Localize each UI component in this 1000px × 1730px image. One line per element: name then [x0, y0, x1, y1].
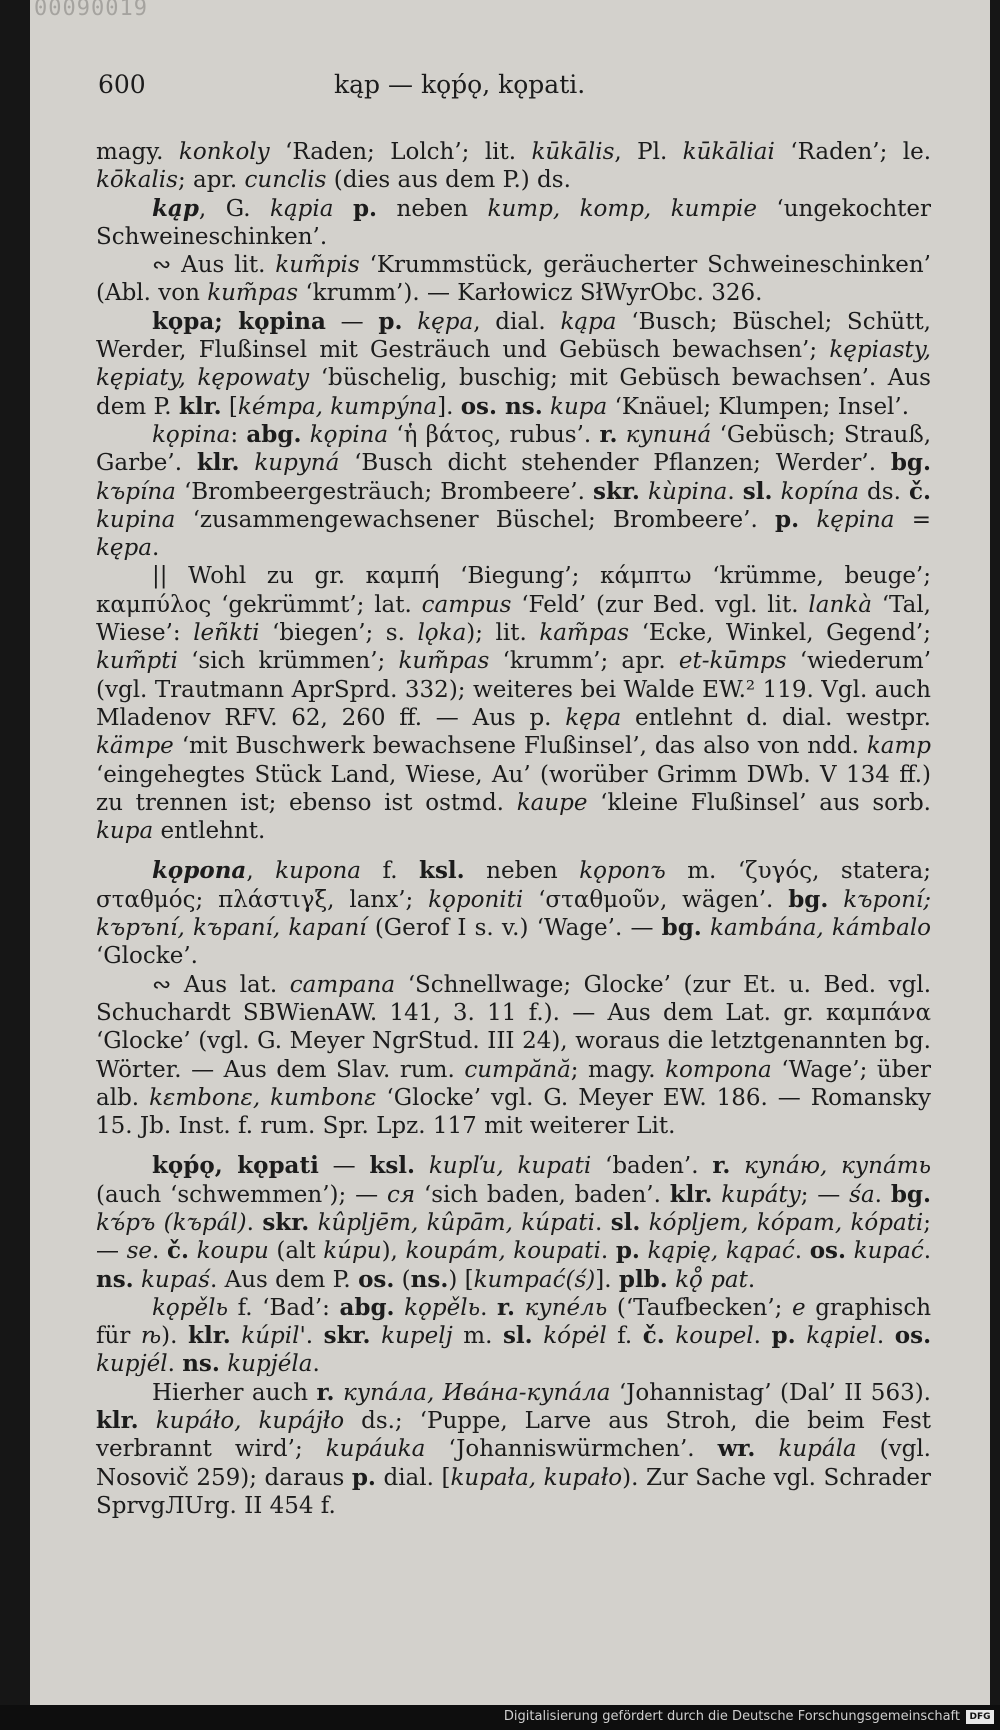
bold-term: klr.	[188, 1322, 231, 1350]
italic-word: kópėl	[543, 1323, 607, 1350]
text-run: , G.	[198, 195, 271, 222]
italic-word: campana	[289, 971, 396, 998]
text-run	[640, 1238, 648, 1264]
text-run	[371, 1323, 382, 1349]
bold-term: č.	[166, 1237, 189, 1265]
text-run: ); lit.	[466, 620, 540, 647]
italic-word: kupaś	[141, 1266, 210, 1293]
text-run: (alt	[268, 1238, 324, 1265]
entry-paragraph	[96, 1294, 931, 1379]
text-run: ‘eingehegtes Stück Land, Wiese, Au’ (worüber Grimm DWb. V 134 ff.) zu trennen ist; ebenso ist ostmd.	[96, 761, 931, 816]
bold-term: klr.	[96, 1407, 139, 1435]
italic-word: kumpać(ś)	[473, 1266, 596, 1293]
italic-word: kōkalis	[96, 167, 178, 194]
italic-word: cumpănă	[464, 1056, 571, 1083]
text-run: f.	[361, 858, 420, 885]
text-run: ‘σταθμοῦν, wägen’.	[523, 886, 789, 913]
italic-word: купина́	[625, 421, 712, 448]
italic-word: купа́ла, Ива́на-купа́ла	[342, 1379, 611, 1406]
bold-term: plb.	[618, 1265, 668, 1293]
text-run	[799, 507, 816, 533]
text-run: entlehnt.	[153, 818, 266, 845]
bold-term: kǫpa; kǫpina	[152, 307, 326, 335]
bold-term: klr.	[196, 449, 240, 477]
entry-paragraph	[96, 251, 931, 308]
italic-word: kupała, kupało	[450, 1464, 623, 1491]
entry-paragraph	[96, 195, 931, 252]
italic-word: kupina	[96, 506, 176, 533]
text-run: ‘Feld’ (zur Bed. vgl. lit.	[511, 591, 809, 618]
text-run	[665, 1323, 676, 1349]
text-run	[712, 1182, 721, 1208]
bold-term: bg.	[788, 885, 829, 913]
text-run: neben	[377, 195, 488, 222]
bold-term: ns.	[96, 1265, 134, 1293]
italic-word: kǫpina	[152, 421, 231, 448]
text-run: ‘Busch; Büschel; Schütt, Werder, Flußinsel mit Gesträuch und Gebüsch bewachsen’;	[96, 308, 931, 364]
page-body	[96, 138, 931, 1520]
bold-term: wr.	[717, 1435, 756, 1463]
text-run: =	[894, 506, 931, 533]
text-run: .	[312, 1351, 320, 1378]
bold-term: r.	[599, 420, 618, 448]
text-run	[333, 196, 352, 222]
italic-word: kupáty	[721, 1181, 801, 1208]
text-run: ‘Tal, Wiese’:	[96, 591, 931, 647]
text-run: ‘krumm’; apr.	[489, 648, 679, 675]
text-run: neben	[464, 858, 580, 885]
italic-word: konkoly	[178, 139, 270, 165]
text-run: ‘Knäuel; Klumpen; Insel’.	[607, 393, 910, 420]
italic-word: kąpiel	[806, 1323, 877, 1350]
text-run	[846, 1238, 854, 1264]
text-run: .	[727, 478, 743, 505]
bold-term: p.	[378, 307, 403, 335]
italic-word: kúpu	[323, 1238, 382, 1265]
italic-word: koupel	[675, 1323, 754, 1350]
text-run: :	[230, 421, 247, 448]
italic-word: kambána, kámbalo	[710, 915, 932, 942]
italic-word: kъ́pъ (kъpál)	[96, 1209, 247, 1236]
text-run: (Gerof I s. v.) ‘Wage’. —	[366, 915, 662, 942]
entry-paragraph	[96, 138, 931, 195]
italic-word: campus	[421, 591, 512, 618]
italic-word: kump, komp, kumpie	[487, 195, 757, 222]
text-run: ‘ἡ βάτος, rubus’.	[388, 421, 600, 448]
text-run	[231, 1323, 242, 1349]
text-run: ; —	[96, 1209, 932, 1265]
text-run: ‘zusammengewachsener Büschel; Brombeere’.	[175, 506, 775, 533]
text-run: , Pl.	[614, 139, 683, 165]
text-run: ].	[437, 393, 461, 420]
text-run: ‘Glocke’.	[96, 943, 198, 970]
text-run: .	[874, 1181, 891, 1208]
bold-term: ksl.	[369, 1152, 416, 1180]
text-run: f.	[606, 1323, 643, 1350]
italic-word: kupjél	[96, 1351, 168, 1378]
italic-word: kompona	[665, 1056, 772, 1083]
entry-paragraph	[96, 421, 931, 562]
italic-word: śa	[849, 1181, 875, 1208]
bold-term: p.	[615, 1237, 640, 1265]
italic-word: kupáuka	[325, 1436, 426, 1463]
text-run	[796, 1323, 807, 1349]
text-run: ),	[381, 1238, 406, 1265]
italic-word: ѣ	[140, 1323, 162, 1350]
italic-word: kam̃pas	[539, 620, 630, 647]
text-run: ds.; ‘Puppe, Larve aus Stroh, die beim Fest verbrannt wird’;	[96, 1408, 932, 1463]
bold-term: skr.	[593, 477, 640, 505]
text-run: ; magy.	[570, 1056, 666, 1083]
text-run: —	[318, 1153, 370, 1180]
text-run: ) [	[448, 1266, 474, 1293]
text-run	[402, 309, 417, 335]
italic-word: kópljem, kópam, kópati	[648, 1209, 924, 1236]
text-run: || Wohl zu gr. καμπή ‘Biegung’; κάμπτω ‘krümme, beuge’; καμπύλος ‘gekrümmt’; lat.	[96, 563, 931, 618]
text-run: .	[876, 1323, 895, 1350]
book-page	[30, 0, 990, 1730]
italic-word: купа́ю, купа́ть	[744, 1153, 932, 1180]
entry-paragraph	[96, 857, 931, 970]
italic-word: kûpljēm, kûpām, kúpati	[317, 1209, 596, 1236]
bold-term: ns.	[410, 1265, 449, 1293]
bold-term: kąp	[152, 194, 199, 222]
text-run	[772, 479, 780, 505]
text-run	[640, 1210, 648, 1236]
italic-word: kǫponiti	[428, 886, 524, 913]
italic-word: ся	[386, 1181, 416, 1208]
italic-word: cunclis	[244, 167, 327, 194]
italic-word: koupám, koupati	[405, 1238, 601, 1265]
text-run	[702, 915, 710, 941]
italic-word: lǫka	[417, 620, 467, 647]
bold-term: r.	[497, 1293, 516, 1321]
italic-word: kǫponъ	[579, 858, 666, 885]
italic-word: kum̃pti	[96, 648, 178, 675]
text-run	[415, 1153, 429, 1179]
text-run	[189, 1238, 197, 1264]
italic-word: kamp	[866, 733, 931, 760]
text-run: .	[923, 1238, 932, 1265]
text-run: graphisch für	[96, 1294, 932, 1350]
text-run: ; —	[800, 1181, 850, 1208]
entry-paragraph	[96, 971, 931, 1141]
dfg-logo: DFG	[966, 1710, 994, 1724]
page-number: 600	[98, 70, 146, 99]
bold-term: abg.	[339, 1293, 395, 1321]
bold-term: r.	[712, 1152, 731, 1180]
text-run	[640, 479, 648, 505]
text-run: m. ‘ζυγός, statera; σταθμός; πλάστιγξ, lanx’;	[96, 858, 931, 913]
running-header	[98, 70, 688, 110]
text-run: entlehnt d. dial. westpr.	[621, 704, 931, 731]
italic-word: купе́ль	[524, 1294, 608, 1321]
text-run: .	[480, 1294, 498, 1321]
italic-word: koupu	[196, 1238, 269, 1265]
bold-term: os. ns.	[460, 392, 543, 420]
text-run	[828, 887, 843, 913]
italic-word: et-kūmps	[678, 648, 787, 675]
text-run: ‘Gebüsch; Strauß, Garbe’.	[96, 421, 932, 477]
italic-word: kupála	[778, 1436, 857, 1463]
italic-word: kum̃pas	[207, 280, 299, 307]
text-run: ‘kleine Flußinsel’ aus sorb.	[587, 789, 931, 816]
text-run: [	[221, 393, 238, 420]
bold-term: sl.	[502, 1322, 533, 1350]
text-run: .	[167, 1351, 183, 1378]
text-run: . Aus dem P.	[210, 1266, 359, 1293]
italic-word: kępa	[565, 704, 622, 731]
italic-word: kąpię, kąpać	[647, 1238, 795, 1265]
text-run: f. ‘Bad’:	[228, 1294, 340, 1321]
text-run: .	[753, 1323, 772, 1350]
text-run: ‘Krummstück, geräucherter Schweineschinken’ (Abl. von	[96, 252, 931, 307]
entry-paragraph	[96, 1152, 931, 1293]
text-run: ; apr.	[177, 167, 245, 194]
text-run: .	[246, 1209, 263, 1236]
text-run: ‘Raden; Lolch’; lit.	[269, 139, 532, 165]
text-run	[395, 1295, 405, 1321]
italic-word: kämpe	[96, 733, 174, 760]
italic-word: kupjéla	[227, 1351, 313, 1378]
italic-word: lankà	[808, 591, 872, 618]
text-run: ‘biegen’; s.	[259, 620, 418, 647]
bold-term: os.	[809, 1237, 847, 1265]
text-run: ∾ Aus lit.	[152, 252, 276, 279]
bold-term: sl.	[742, 477, 773, 505]
italic-word: kupľu, kupati	[428, 1153, 592, 1180]
text-run: ‘wiederum’ (vgl. Trautmann AprSprd. 332); weiteres bei Walde EW.² 119. Vgl. auch Mladenov RFV. 62, 260 ff. — Aus p.	[96, 648, 932, 731]
italic-word: se	[126, 1238, 153, 1265]
italic-word: kupáło, kupájło	[155, 1408, 345, 1435]
text-run: .	[600, 1238, 616, 1265]
text-run: ‘mit Buschwerk bewachsene Flußinsel’, das also von ndd.	[173, 733, 867, 760]
italic-word: kúpil'	[241, 1323, 306, 1350]
bold-term: bg.	[661, 914, 702, 942]
italic-word: kupa	[550, 393, 608, 420]
bold-term: abg.	[246, 420, 302, 448]
bold-term: skr.	[262, 1208, 310, 1236]
text-run	[543, 394, 550, 420]
text-run	[134, 1267, 141, 1293]
bold-term: p.	[352, 194, 378, 222]
text-run: ‘krumm’). — Karłowicz SłWyrObc. 326.	[298, 280, 763, 307]
text-run: ). Zur Sache vgl. Schrader SprvgЛUrg. II 454 f.	[96, 1464, 932, 1519]
text-run: ‘sich krümmen’;	[177, 648, 399, 675]
text-run: .	[305, 1323, 324, 1350]
bold-term: klr.	[178, 392, 222, 420]
text-run: ‘Johanniswürmchen’.	[425, 1436, 718, 1463]
footer-bar	[0, 1705, 1000, 1730]
text-run	[730, 1153, 744, 1179]
italic-word: kąpia	[270, 195, 334, 222]
text-run: ds.	[858, 478, 909, 505]
text-run	[139, 1408, 156, 1434]
text-run: m.	[452, 1323, 503, 1350]
bold-term: os.	[894, 1322, 932, 1350]
bold-term: p.	[771, 1322, 796, 1350]
entry-paragraph	[96, 308, 931, 421]
text-run: ∾ Aus lat.	[152, 971, 290, 998]
text-run: (dies aus dem P.) ds.	[326, 167, 571, 194]
bold-term: bg.	[890, 449, 931, 477]
italic-word: kǫpělь	[404, 1294, 481, 1321]
bold-term: sl.	[610, 1208, 641, 1236]
italic-word: kępina	[816, 506, 895, 533]
bold-term: os.	[358, 1265, 395, 1293]
italic-word: kupona	[275, 858, 362, 885]
text-run: (vgl. Nosovič 259); daraus	[96, 1436, 931, 1491]
italic-word: kūkāliai	[682, 139, 775, 165]
text-run: ).	[161, 1323, 189, 1350]
italic-word: kępa	[417, 308, 474, 335]
text-run: .	[152, 1238, 167, 1265]
text-run: (‘Taufbecken’;	[607, 1294, 792, 1321]
italic-word: kum̃pas	[398, 648, 490, 675]
text-run: ‘Glocke’ vgl. G. Meyer EW. 186. — Romansky 15. Jb. Inst. f. rum. Spr. Lpz. 117 mit weiterer Lit.	[96, 1084, 931, 1140]
text-run: ‘Busch dicht stehender Pflanzen; Werder’.	[339, 450, 891, 477]
italic-word: kępa	[96, 535, 152, 562]
italic-word: kupa	[96, 818, 154, 845]
text-run: magy.	[96, 139, 179, 165]
text-run	[755, 1436, 778, 1462]
text-run: dial. [	[375, 1464, 451, 1491]
italic-word: kūkālis	[531, 139, 615, 165]
italic-word: e	[792, 1294, 806, 1321]
text-run: ‘Wage’; über alb.	[96, 1056, 932, 1111]
text-run: ‘Raden’; le.	[774, 139, 932, 165]
text-run	[301, 422, 309, 448]
running-head: kąp — kǫṕǫ, kǫpati.	[334, 70, 586, 99]
text-run: ‘Johannistag’ (Dal’ II 563).	[610, 1379, 931, 1406]
italic-word: kǫpělь	[152, 1294, 228, 1321]
bold-term: ksl.	[419, 857, 465, 885]
bold-term: r.	[316, 1378, 335, 1406]
text-run	[668, 1267, 675, 1293]
italic-word: kum̃pis	[275, 252, 360, 279]
italic-word: kùpina	[648, 478, 728, 505]
text-run: ,	[246, 858, 276, 885]
italic-word: kъpína	[96, 478, 176, 505]
bold-term: č.	[642, 1322, 665, 1350]
text-run	[515, 1295, 525, 1321]
text-run: ‘Schnellwage; Glocke’ (zur Et. u. Bed. vgl. Schuchardt SBWienAW. 141, 3. 11 f.). — Aus dem Lat. gr. καμπάνα ‘Glocke’ (vgl. G. Meyer NgrStud. III 24), woraus die letztgenannten bg. Wörter. — Aus dem Slav. rum.	[96, 971, 932, 1083]
text-run: ‘ungekochter Schweineschinken’.	[96, 195, 931, 250]
entry-paragraph	[96, 1379, 931, 1520]
bold-term: p.	[351, 1463, 376, 1491]
text-run	[617, 422, 625, 448]
scan-id: 00090019	[34, 0, 148, 21]
text-run: .	[794, 1238, 810, 1265]
italic-word: kąpa	[560, 308, 617, 335]
italic-word: kupelj	[381, 1323, 453, 1350]
italic-word: kǫpina	[309, 421, 389, 448]
text-run: —	[325, 308, 379, 335]
footer-credit: Digitalisierung gefördert durch die Deutsche Forschungsgemeinschaft	[503, 1709, 960, 1724]
italic-word: kémpa, kumpýna	[237, 393, 438, 420]
text-run: (	[394, 1266, 411, 1293]
italic-word: kǫ̊ pat	[675, 1266, 748, 1293]
italic-word: kupyná	[254, 450, 340, 477]
entry-paragraph	[96, 562, 931, 845]
text-run	[309, 1210, 317, 1236]
text-run	[533, 1323, 544, 1349]
bold-term: bg.	[890, 1180, 932, 1208]
text-run: ‘Ecke, Winkel, Gegend’;	[629, 620, 931, 647]
text-run	[335, 1380, 343, 1406]
italic-word: kupać	[853, 1238, 924, 1265]
text-run: ‘Brombeergesträuch; Brombeere’.	[175, 478, 594, 505]
text-run: , dial.	[473, 308, 561, 335]
text-run: ].	[595, 1266, 619, 1293]
bold-term: klr.	[669, 1180, 713, 1208]
text-run: ‘sich baden, baden’.	[415, 1181, 670, 1208]
text-run: ‘büschelig, buschig; mit Gebüsch bewachsen’. Aus dem P.	[96, 365, 931, 420]
text-run: (auch ‘schwemmen’); —	[96, 1181, 387, 1208]
italic-word: leñkti	[193, 620, 260, 647]
bold-term: p.	[775, 505, 800, 533]
text-run: .	[595, 1209, 611, 1236]
italic-word: kaupe	[516, 789, 588, 816]
italic-word: kopína	[780, 478, 859, 505]
italic-word: kεmbonε, kumbonε	[149, 1084, 377, 1111]
text-run	[240, 450, 255, 476]
bold-term: ns.	[182, 1350, 220, 1378]
bold-term: kǫpona	[152, 857, 247, 885]
text-run: Hierher auch	[152, 1379, 317, 1406]
italic-word: kъponí; kъpъní, kъpaní, kapaní	[96, 886, 932, 942]
bold-term: kǫṕǫ, kǫpati	[152, 1152, 319, 1180]
text-run: ‘baden’.	[591, 1153, 713, 1180]
text-run: .	[747, 1266, 756, 1293]
italic-word: kępiasty, kępiaty, kępowaty	[96, 337, 931, 392]
bold-term: č.	[908, 477, 931, 505]
text-run: .	[151, 535, 160, 562]
bold-term: skr.	[323, 1322, 371, 1350]
